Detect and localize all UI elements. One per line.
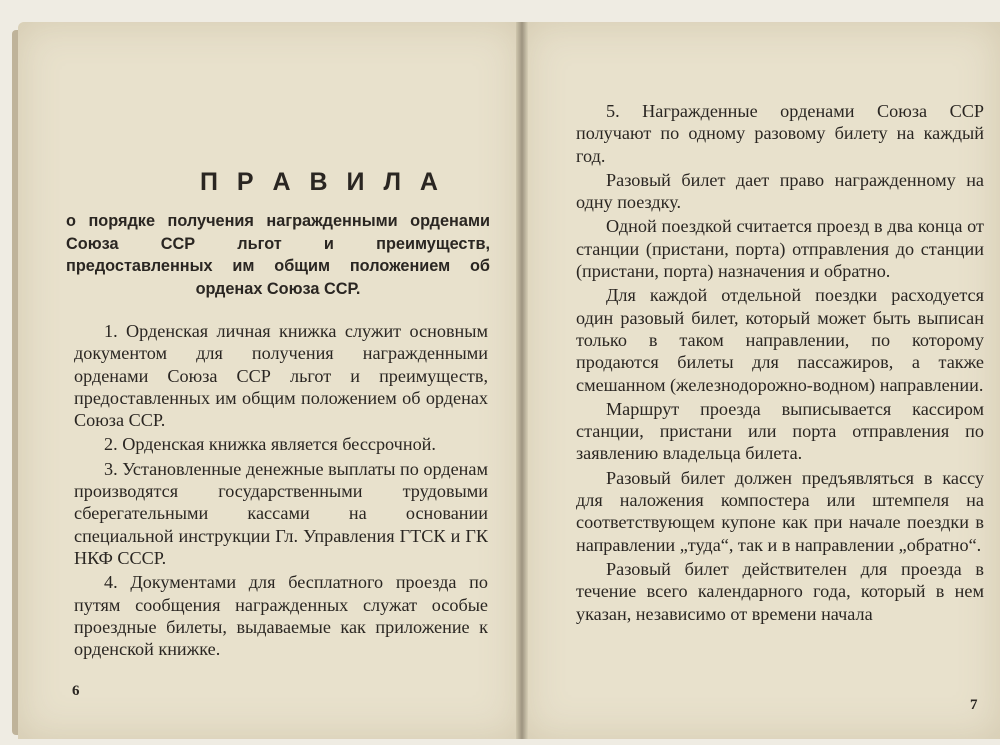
- paragraph-1: 1. Орденская личная книжка служит основным документом для получения награжденными орденами Союза ССР льгот и преимуществ, предоставленных им общим положением об орденах Союза ССР.: [74, 321, 488, 431]
- paragraph-3: 3. Установленные денежные выплаты по орденам производятся государственными трудовыми сберегательными кассами на основании специальной инструкции Гл. Управления ГТСК и ГК НКФ СССР.: [74, 458, 488, 568]
- book-spine: [516, 22, 528, 739]
- right-page-text: [576, 100, 984, 625]
- paragraph-7: Одной поездкой считается проезд в два конца от станции (пристани, порта) отправления до станции (пристани, порта) назначения и обратно.: [576, 216, 984, 282]
- paragraph-10: Разовый билет должен предъявляться в кассу для наложения компостера или штемпеля на соответствующем купоне как при начале поездки в направлении „туда“, так и в направлении „обратно“.: [576, 467, 984, 555]
- page-number-right: 7: [970, 697, 978, 713]
- paragraph-11: Разовый билет действителен для проезда в течение всего календарного года, который в нем указан, независимо от времени начала: [576, 558, 984, 624]
- left-page-text: [74, 320, 488, 660]
- paragraph-2: 2. Орденская книжка является бессрочной.: [104, 434, 436, 455]
- paragraph-9: Маршрут проезда выписывается кассиром станции, пристани или порта отправления по заявлению владельца билета.: [576, 398, 984, 464]
- paragraph-4: 4. Документами для бесплатного проезда по путям сообщения награжденных служат особые проездные билеты, выдаваемые как приложение к орденской книжке.: [74, 572, 488, 660]
- paragraph-6: Разовый билет дает право награжденному на одну поездку.: [576, 169, 984, 213]
- rules-title: П Р А В И Л А: [200, 168, 444, 196]
- paragraph-5: 5. Награжденные орденами Союза ССР получают по одному разовому билету на каждый год.: [576, 101, 984, 166]
- rules-subtitle: о порядке получения награжденными орденами Союза ССР льгот и преимуществ, предоставленных им общим положением об орденах Союза ССР.: [66, 212, 490, 298]
- page-number-left: 6: [72, 683, 80, 699]
- paragraph-8: Для каждой отдельной поездки расходуется один разовый билет, который может быть выписан только в таком направлении, по которому продаются билеты для пассажиров, а также смешанном (железнодорожно-водном) направлении.: [576, 285, 984, 395]
